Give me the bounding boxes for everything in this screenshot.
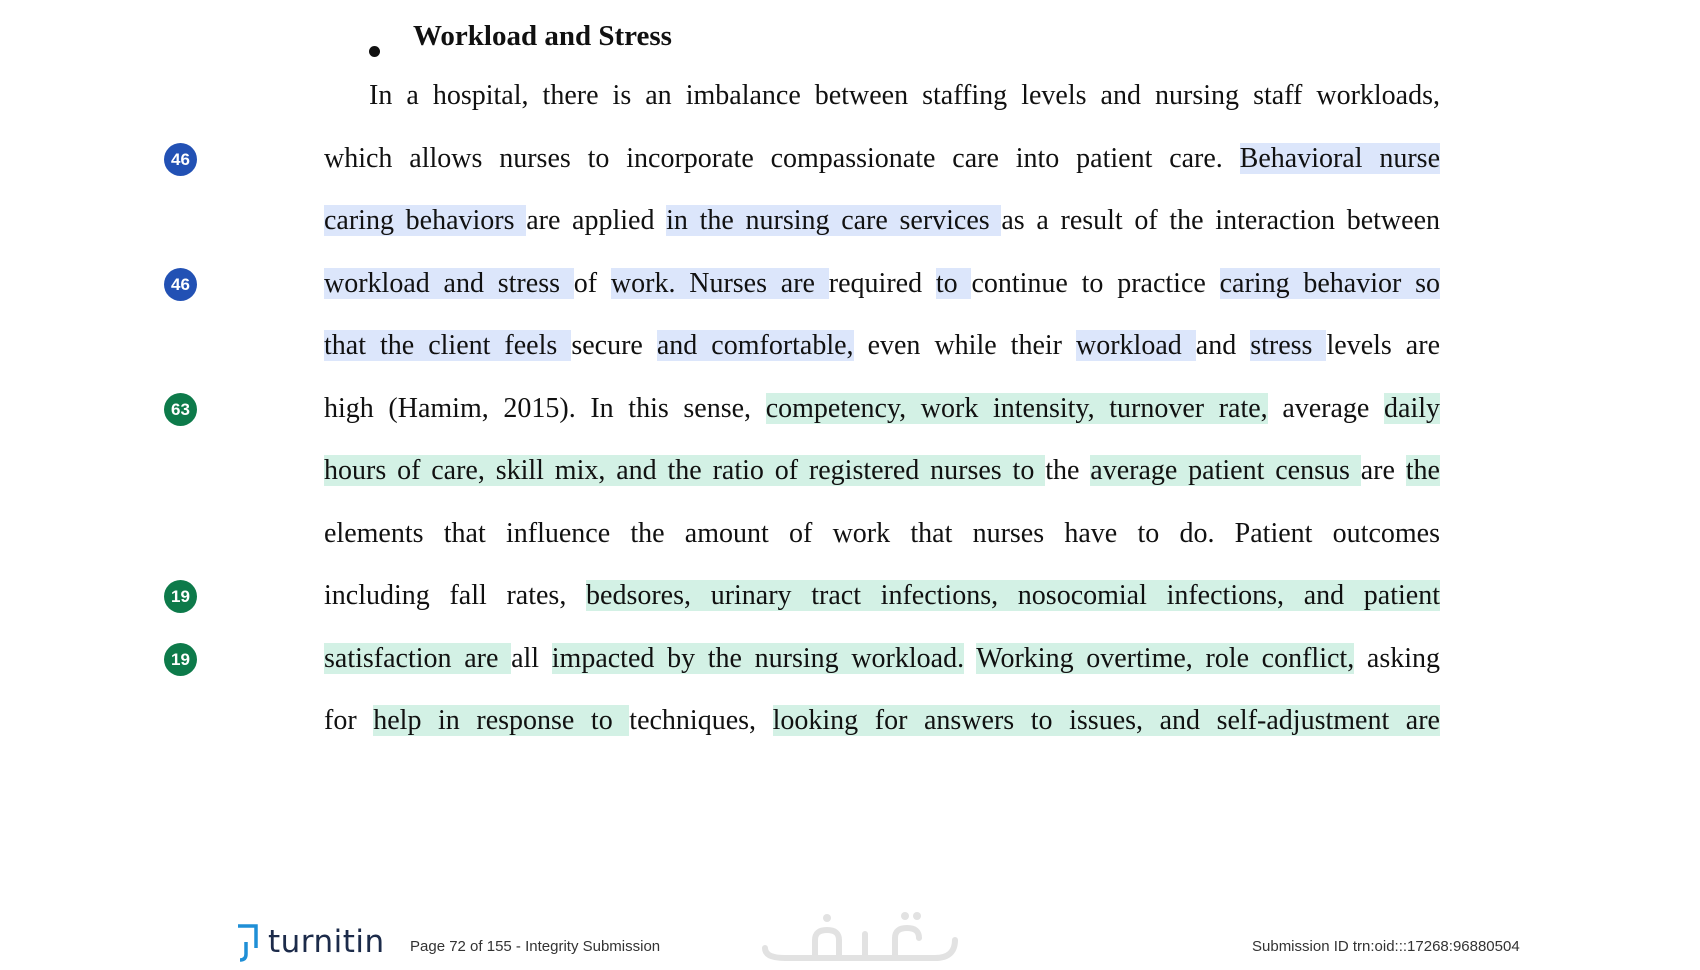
footer	[0, 910, 1700, 970]
bullet-point	[369, 46, 380, 57]
match-badge[interactable]: 46	[164, 143, 197, 176]
text-line	[324, 639, 1440, 679]
highlight-match-46: stress	[1250, 330, 1327, 361]
highlight-match-green: help in response to	[373, 705, 630, 736]
turnitin-logo-icon	[232, 920, 266, 964]
highlight-match-46: that the client feels	[324, 330, 572, 361]
match-badge[interactable]: 19	[164, 580, 197, 613]
text-line	[324, 201, 1440, 241]
match-badge[interactable]: 63	[164, 393, 197, 426]
text-segment: secure	[571, 330, 657, 361]
highlight-match-46: caring behaviors	[324, 205, 527, 236]
highlight-match-46: to	[935, 268, 972, 299]
text-segment: are	[1360, 455, 1406, 486]
highlight-match-46: work. Nurses are	[610, 268, 829, 299]
text-line	[324, 451, 1440, 491]
text-segment	[964, 643, 976, 674]
text-segment: and	[1195, 330, 1251, 361]
highlight-match-green: hours of care, skill mix, and the ratio of registered nurses to	[324, 455, 1046, 486]
highlight-match-green: looking for answers to issues, and self-adjustment are	[772, 705, 1440, 736]
text-line	[324, 576, 1440, 616]
text-segment: all	[511, 643, 552, 674]
text-line	[324, 701, 1440, 741]
highlight-match-46: caring behavior so	[1219, 268, 1441, 299]
text-segment: for	[324, 705, 374, 736]
text-segment: required	[828, 268, 936, 299]
text-segment: In a hospital, there is an imbalance between staffing levels and nursing staff workloads,	[369, 80, 1440, 111]
text-segment: which allows nurses to incorporate compassionate care into patient care.	[324, 143, 1240, 174]
text-line	[369, 76, 1440, 116]
match-badge[interactable]: 19	[164, 643, 197, 676]
text-segment: asking	[1354, 643, 1440, 674]
text-segment: techniques,	[629, 705, 773, 736]
highlight-match-46: and comfortable,	[656, 330, 854, 361]
section-heading	[0, 16, 1700, 56]
watermark-logo	[755, 910, 965, 964]
text-segment: including fall rates,	[324, 580, 587, 611]
text-segment: levels are	[1326, 330, 1440, 361]
text-line	[324, 389, 1440, 429]
text-segment: as a result of the interaction between	[1001, 205, 1440, 236]
text-segment: high (Hamim, 2015). In this sense,	[324, 393, 766, 424]
turnitin-logo-text: turnitin	[268, 924, 385, 960]
text-segment: of	[573, 268, 611, 299]
highlight-match-46: workload and stress	[324, 268, 574, 299]
page-info: Page 72 of 155 - Integrity Submission	[410, 938, 661, 955]
text-segment: elements that influence the amount of work that nurses have to do. Patient outcomes	[324, 518, 1440, 549]
highlight-match-46: Behavioral nurse	[1239, 143, 1440, 174]
match-badge[interactable]: 46	[164, 268, 197, 301]
highlight-match-green: satisfaction are	[324, 643, 512, 674]
highlight-match-46: workload	[1076, 330, 1196, 361]
highlight-match-green: the	[1405, 455, 1440, 486]
highlight-match-green: bedsores, urinary tract infections, nosocomial infections, and patient	[586, 580, 1441, 611]
text-segment: are applied	[526, 205, 667, 236]
text-line	[324, 326, 1440, 366]
text-segment: even while their	[853, 330, 1076, 361]
highlight-match-green: daily	[1384, 393, 1441, 424]
text-segment: continue to practice	[971, 268, 1220, 299]
highlight-match-46: in the nursing care services	[666, 205, 1002, 236]
submission-id: Submission ID trn:oid:::17268:96880504	[1252, 938, 1520, 955]
highlight-match-green: competency, work intensity, turnover rate,	[765, 393, 1268, 424]
highlight-match-green: average patient census	[1090, 455, 1361, 486]
section-heading-text: Workload and Stress	[413, 20, 672, 52]
text-segment: average	[1267, 393, 1385, 424]
watermark-text: خمسات	[755, 910, 759, 911]
text-line	[324, 139, 1440, 179]
turnitin-logo	[232, 920, 385, 964]
text-line	[324, 514, 1440, 554]
text-line	[324, 264, 1440, 304]
text-segment: the	[1045, 455, 1091, 486]
highlight-match-green: Working overtime, role conflict,	[976, 643, 1355, 674]
highlight-match-green: impacted by the nursing workload.	[551, 643, 965, 674]
